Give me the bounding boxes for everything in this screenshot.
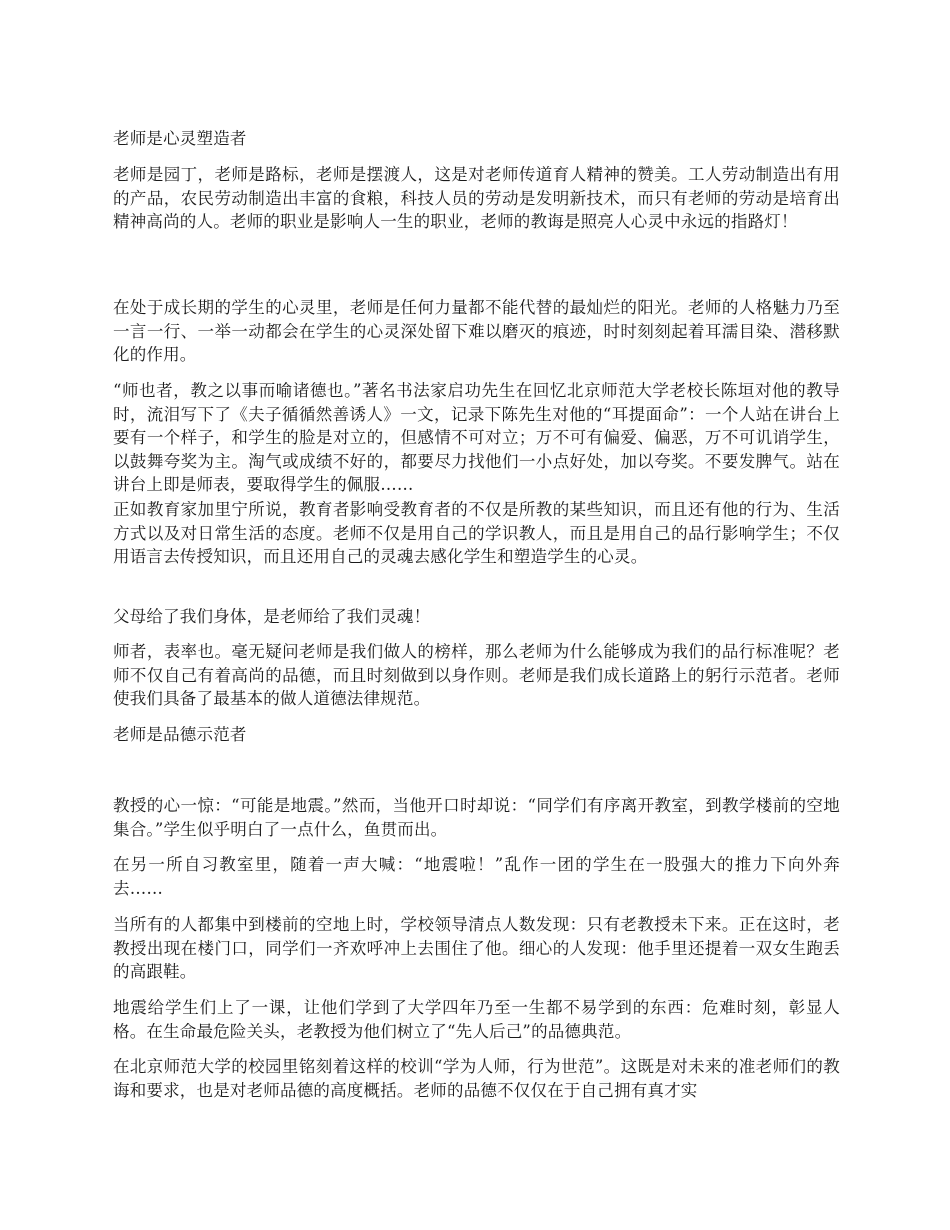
section-heading-moral-model: 老师是品德示范者: [113, 725, 247, 744]
paragraph-school-motto: 在北京师范大学的校园里铭刻着这样的校训“学为人师，行为世范”。这既是对未来的准老师们的教诲和要求，也是对老师品德的高度概括。老师的品德不仅仅在于自己拥有真才实: [113, 1057, 840, 1100]
section-heading-heart-shaper: 老师是心灵塑造者: [113, 129, 247, 148]
paragraph-sunlight: 在处于成长期的学生的心灵里，老师是任何力量都不能代替的最灿烂的阳光。老师的人格魅力乃至一言一行、一举一动都会在学生的心灵深处留下难以磨灭的痕迹，时时刻刻起着耳濡目染、潜移默化的作用。: [113, 298, 840, 364]
paragraph-earthquake-3: 当所有的人都集中到楼前的空地上时，学校领导清点人数发现：只有老教授未下来。正在这时，老教授出现在楼门口，同学们一齐欢呼冲上去围住了他。细心的人发现：他手里还提着一双女生跑丢的高跟鞋。: [113, 915, 840, 981]
paragraph-earthquake-1: 教授的心一惊：“可能是地震。”然而，当他开口时却说：“同学们有序离开教室，到教学楼前的空地集合。”学生似乎明白了一点什么，鱼贯而出。: [113, 796, 840, 839]
paragraph-gardener: 老师是园丁，老师是路标，老师是摆渡人，这是对老师传道育人精神的赞美。工人劳动制造出有用的产品，农民劳动制造出丰富的食粮，科技人员的劳动是发明新技术，而只有老师的劳动是培育出精神高尚的人。老师的职业是影响人一生的职业，老师的教诲是照亮人心灵中永远的指路灯！: [113, 165, 840, 231]
paragraph-earthquake-2: 在另一所自习教室里，随着一声大喊：“地震啦！”乱作一团的学生在一股强大的推力下向外奔去……: [113, 855, 840, 898]
paragraph-role-model: 师者，表率也。毫无疑问老师是我们做人的榜样，那么老师为什么能够成为我们的品行标准呢？老师不仅自己有着高尚的品德，而且时刻做到以身作则。老师是我们成长道路上的躬行示范者。老师使我们具备了最基本的做人道德法律规范。: [113, 642, 840, 708]
paragraph-parents: 父母给了我们身体，是老师给了我们灵魂！: [113, 607, 431, 626]
paragraph-qi-gong: “师也者，教之以事而喻诸德也。”著名书法家启功先生在回忆北京师范大学老校长陈垣对他的教导时，流泪写下了《夫子循循然善诱人》一文，记录下陈先生对他的“耳提面命”：一个人站在讲台上要有一个样子，和学生的脸是对立的，但感情不可对立；万不可有偏爱、偏恶，万不可讥诮学生，以鼓舞夸奖为主。淘气或成绩不好的，都要尽力找他们一小点好处，加以夸奖。不要发脾气。站在讲台上即是师表，要取得学生的佩服……: [113, 381, 840, 494]
paragraph-kalinin: 正如教育家加里宁所说，教育者影响受教育者的不仅是所教的某些知识，而且还有他的行为、生活方式以及对日常生活的态度。老师不仅是用自己的学识教人，而且是用自己的品行影响学生；不仅用语言去传授知识，而且还用自己的灵魂去感化学生和塑造学生的心灵。: [113, 500, 840, 566]
paragraph-earthquake-lesson: 地震给学生们上了一课，让他们学到了大学四年乃至一生都不易学到的东西：危难时刻，彰显人格。在生命最危险关头，老教授为他们树立了“先人后己”的品德典范。: [113, 998, 840, 1041]
